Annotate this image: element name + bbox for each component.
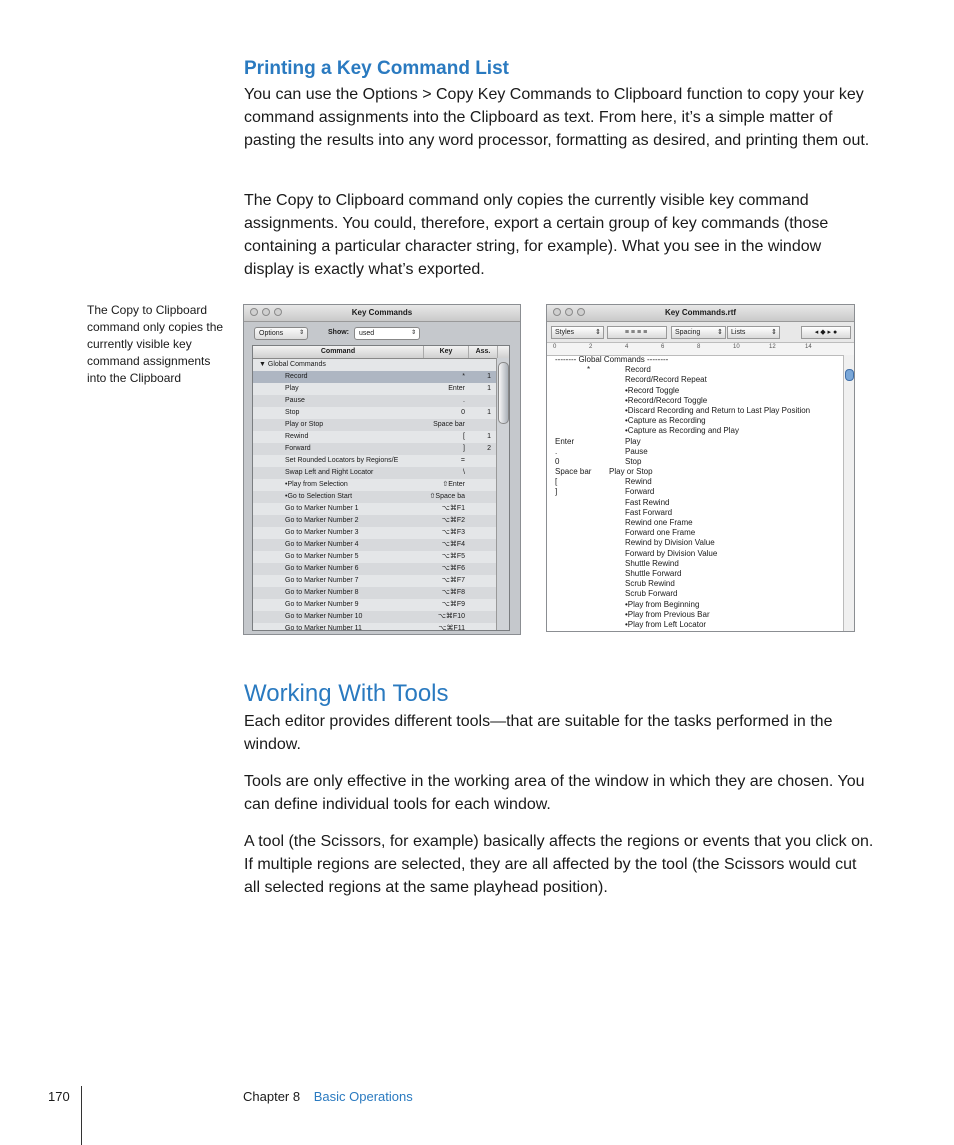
assignment-cell (467, 419, 495, 431)
key-text: 0 (555, 456, 560, 466)
assignment-cell (467, 503, 495, 515)
table-row[interactable] (253, 443, 509, 455)
table-row[interactable] (253, 359, 509, 371)
table-row[interactable] (253, 419, 509, 431)
key-cell: ⌥⌘F11 (438, 625, 465, 631)
key-text (555, 620, 625, 630)
text-line (555, 518, 834, 528)
key-text (555, 508, 625, 518)
alignment-buttons[interactable]: ≡≡≡≡ (607, 326, 667, 339)
command-cell: Rewind (285, 433, 309, 440)
ruler-mark: 6 (661, 344, 665, 350)
assignment-cell (467, 587, 495, 599)
section-heading-printing: Printing a Key Command List (244, 58, 509, 79)
assignment-cell: 1 (487, 373, 491, 380)
table-row[interactable] (253, 575, 509, 587)
column-header-assignments[interactable]: Ass. (469, 346, 498, 358)
command-text: •Discard Recording and Return to Last Play Position (625, 405, 811, 415)
chapter-number: Chapter 8 (243, 1089, 301, 1104)
key-cell: Enter (448, 385, 465, 392)
ruler-mark: 0 (553, 344, 557, 350)
assignment-cell: 1 (487, 409, 491, 416)
command-text: Forward one Frame (625, 528, 696, 538)
key-cell: \ (463, 469, 465, 476)
key-text (555, 426, 625, 436)
table-row[interactable] (253, 623, 509, 631)
assignment-cell (467, 395, 495, 407)
key-commands-window (243, 304, 521, 635)
command-cell: Go to Marker Number 5 (285, 553, 359, 560)
text-line (555, 406, 834, 416)
text-line (555, 610, 834, 620)
text-line (555, 437, 834, 447)
paragraph: You can use the Options > Copy Key Commands to Clipboard function to copy your key command assignments into the Clipboard as text. From here, it’s a simple matter of pasting the results into any word processor, formatting as desired, and printing them out. (244, 86, 870, 149)
chevron-updown-icon: ⇕ (595, 329, 601, 336)
text-line (555, 375, 834, 385)
table-row[interactable] (253, 599, 509, 611)
key-text: [ (555, 477, 558, 487)
paragraph: Tools are only effective in the working area of the window in which they are chosen. You can define individual tools for each window. (244, 773, 865, 813)
text-line (555, 600, 834, 610)
assignment-cell (467, 491, 495, 503)
options-label: Options (259, 330, 284, 337)
text-line (555, 620, 834, 630)
text-line (555, 457, 834, 467)
key-cell (423, 359, 467, 371)
paragraph: The Copy to Clipboard command only copies the currently visible key command assignments. You could, therefore, export a certain group of key commands (those containing a particular character string, for example). What you see in the window display is exactly what’s exported. (244, 192, 829, 278)
table-row[interactable] (253, 527, 509, 539)
assignment-cell: 2 (487, 445, 491, 452)
table-body (253, 359, 509, 631)
command-text: Rewind (625, 477, 652, 487)
page-number: 170 (48, 1089, 70, 1104)
table-row[interactable] (253, 587, 509, 599)
tab-stop-buttons[interactable]: ◂ ◆ ▸ ● (801, 326, 851, 339)
text-line (555, 528, 834, 538)
command-cell: •Play from Selection (285, 481, 348, 488)
vertical-scrollbar[interactable] (843, 355, 854, 631)
assignment-cell (467, 599, 495, 611)
key-text (555, 518, 625, 528)
scroll-thumb[interactable] (498, 362, 509, 424)
table-row[interactable] (253, 491, 509, 503)
text-line (555, 549, 834, 559)
assignment-cell (467, 515, 495, 527)
table-row[interactable] (253, 503, 509, 515)
assignment-cell (467, 527, 495, 539)
options-menu[interactable] (254, 327, 308, 340)
key-text: Space bar (555, 467, 592, 477)
text-line (555, 467, 834, 477)
text-line (555, 579, 834, 589)
key-cell: ⌥⌘F7 (441, 577, 465, 584)
assignment-cell (467, 575, 495, 587)
command-text: Shuttle Rewind (625, 558, 679, 568)
ruler-mark: 4 (625, 344, 629, 350)
text-line (555, 487, 834, 497)
command-text: Record (625, 365, 651, 375)
command-cell: ▼ Global Commands (259, 361, 326, 368)
command-text: Shuttle Forward (625, 568, 682, 578)
text-line (555, 569, 834, 579)
show-label: Show: (328, 329, 349, 336)
table-header (253, 346, 509, 359)
ruler-mark: 12 (769, 344, 776, 350)
key-text (555, 528, 625, 538)
command-cell: •Go to Selection Start (285, 493, 353, 500)
window-title: Key Commands (351, 308, 413, 317)
assignment-cell (467, 563, 495, 575)
column-header-key[interactable]: Key (424, 346, 469, 358)
command-cell: Play (285, 385, 299, 392)
text-line (555, 498, 834, 508)
styles-select[interactable] (551, 326, 604, 339)
table-row[interactable] (253, 515, 509, 527)
key-text (555, 610, 625, 620)
assignment-cell (467, 611, 495, 623)
text-line (555, 589, 834, 599)
paragraph: Each editor provides different tools—that are suitable for the tasks performed in the window. (244, 713, 833, 753)
command-text: Forward by Division Value (625, 548, 718, 558)
command-text: Record/Record Repeat (625, 375, 707, 385)
toolbar (244, 322, 520, 344)
key-cell: ⌥⌘F2 (441, 517, 465, 524)
key-cell: ⌥⌘F6 (441, 565, 465, 572)
spacing-select[interactable] (671, 326, 726, 339)
ruler-mark: 2 (589, 344, 593, 350)
rtf-document-window (546, 304, 855, 632)
command-text: •Record/Record Toggle (625, 395, 708, 405)
document-body[interactable] (555, 355, 834, 631)
table-row[interactable] (253, 383, 509, 395)
command-text: Rewind by Division Value (625, 538, 715, 548)
command-cell: Play or Stop (285, 421, 324, 428)
key-cell: ⌥⌘F8 (441, 589, 465, 596)
key-cell: = (460, 457, 465, 464)
key-text: . (555, 446, 558, 456)
chevron-updown-icon: ⇕ (771, 329, 777, 336)
key-cell: ⌥⌘F9 (441, 601, 465, 608)
key-text (555, 569, 625, 579)
command-text: Rewind one Frame (625, 518, 693, 527)
table-row[interactable] (253, 431, 509, 443)
key-text (555, 579, 625, 589)
scroll-thumb[interactable] (845, 369, 854, 381)
command-cell: Go to Marker Number 9 (285, 601, 359, 608)
key-cell: [ (463, 433, 465, 440)
command-cell: Go to Marker Number 1 (285, 505, 359, 512)
command-text: Stop (625, 456, 642, 466)
key-text (555, 589, 625, 599)
command-text: Play or Stop (609, 467, 653, 477)
table-row[interactable] (253, 479, 509, 491)
text-line (555, 355, 834, 365)
table-row[interactable] (253, 563, 509, 575)
command-cell: Swap Left and Right Locator (285, 469, 374, 476)
side-note: The Copy to Clipboard command only copies the currently visible key command assignments into the Clipboard (87, 303, 224, 385)
lists-label: Lists (731, 329, 746, 336)
key-cell: ] (463, 445, 465, 452)
paragraph: A tool (the Scissors, for example) basically affects the regions or events that you click on. If multiple regions are selected, they are all affected by the tool (the Scissors would cut all selected regions at the same playhead position). (244, 833, 874, 896)
assignment-cell (467, 359, 495, 371)
text-line (555, 416, 834, 426)
show-value: used (359, 330, 375, 337)
table-row[interactable] (253, 539, 509, 551)
chapter-footer (243, 1089, 413, 1104)
key-text: * (587, 365, 591, 375)
styles-label: Styles (555, 329, 575, 336)
key-text (555, 406, 625, 416)
command-cell: Stop (285, 409, 300, 416)
key-text: Enter (555, 436, 575, 446)
command-text: •Play from Beginning (625, 599, 700, 609)
key-text: ] (555, 487, 558, 497)
chevron-updown-icon: ⇕ (298, 330, 304, 336)
command-cell: Go to Marker Number 3 (285, 529, 359, 536)
assignment-cell (467, 539, 495, 551)
table-row[interactable] (253, 407, 509, 419)
text-line (555, 559, 834, 569)
command-cell: Pause (285, 397, 305, 404)
command-cell: Go to Marker Number 11 (285, 625, 362, 631)
key-text (555, 538, 625, 548)
text-line (555, 538, 834, 548)
key-cell: ⇧Enter (442, 481, 465, 488)
chevron-updown-icon: ⇕ (410, 330, 416, 336)
command-cell: Go to Marker Number 6 (285, 565, 359, 572)
titlebar (547, 305, 854, 322)
key-text (555, 416, 625, 426)
command-text: Play (625, 436, 641, 446)
command-text: Scrub Forward (625, 589, 678, 599)
table-row[interactable] (253, 395, 509, 407)
command-text: •Record Toggle (625, 385, 680, 395)
command-cell: Go to Marker Number 10 (285, 613, 363, 620)
key-text (555, 549, 625, 559)
assignment-cell (467, 467, 495, 479)
footer-divider (81, 1086, 82, 1145)
command-text: •Capture as Recording (625, 416, 706, 426)
text-line (555, 396, 834, 406)
command-text: •Capture as Recording and Play (625, 426, 739, 436)
key-cell: ⌥⌘F3 (441, 529, 465, 536)
key-text (555, 396, 625, 406)
key-commands-table (252, 345, 510, 631)
assignment-cell (467, 455, 495, 467)
spacing-label: Spacing (675, 329, 701, 336)
key-cell: ⌥⌘F5 (441, 553, 465, 560)
command-cell: Record (285, 373, 308, 380)
table-row[interactable] (253, 611, 509, 623)
key-text (555, 386, 625, 396)
ruler-mark: 14 (805, 344, 812, 350)
show-select[interactable] (354, 327, 420, 340)
text-line (555, 386, 834, 396)
command-text: •Play from Previous Bar (625, 609, 710, 619)
key-cell: ⌥⌘F1 (441, 505, 465, 512)
command-text: Forward (625, 487, 655, 497)
format-toolbar (547, 322, 854, 343)
command-cell: Go to Marker Number 4 (285, 541, 359, 548)
command-text: Pause (625, 446, 648, 456)
command-text: •Play from Left Locator (625, 619, 707, 629)
table-row[interactable] (253, 551, 509, 563)
key-cell: Space bar (433, 421, 465, 428)
assignment-cell (467, 479, 495, 491)
window-title: Key Commands.rtf (664, 308, 737, 317)
command-text: Fast Rewind (625, 497, 670, 507)
key-cell: ⇧Space ba (429, 493, 465, 500)
table-row[interactable] (253, 371, 509, 383)
key-text (555, 559, 625, 569)
key-text (555, 375, 625, 385)
table-row[interactable] (253, 467, 509, 479)
assignment-cell (467, 623, 495, 631)
command-cell: Set Rounded Locators by Regions/E (285, 457, 399, 464)
key-text (555, 498, 625, 508)
key-cell: ⌥⌘F10 (437, 613, 465, 620)
command-text: Scrub Rewind (625, 579, 675, 589)
vertical-scrollbar[interactable] (496, 358, 509, 630)
table-row[interactable] (253, 455, 509, 467)
assignment-cell (467, 551, 495, 563)
text-line (555, 508, 834, 518)
assignment-cell: 1 (487, 385, 491, 392)
key-cell: ⌥⌘F4 (441, 541, 465, 548)
lists-select[interactable] (727, 326, 780, 339)
section-heading-tools: Working With Tools (244, 680, 449, 707)
key-cell: . (463, 397, 465, 404)
command-cell: Go to Marker Number 8 (285, 589, 359, 596)
assignment-cell: 1 (487, 433, 491, 440)
text-line (555, 365, 834, 375)
command-cell: Go to Marker Number 7 (285, 577, 359, 584)
key-cell: * (462, 373, 465, 380)
command-text: Fast Forward (625, 507, 673, 517)
ruler-mark: 8 (697, 344, 701, 350)
chevron-updown-icon: ⇕ (717, 329, 723, 336)
column-header-command[interactable]: Command (253, 346, 424, 358)
titlebar (244, 305, 520, 322)
ruler-mark: 10 (733, 344, 740, 350)
key-text (555, 600, 625, 610)
chapter-title: Basic Operations (313, 1089, 413, 1104)
command-cell: Forward (285, 445, 311, 452)
text-line (555, 447, 834, 457)
key-text: -------- Global Commands -------- (555, 355, 669, 364)
text-line (555, 477, 834, 487)
key-cell: 0 (461, 409, 465, 416)
text-line (555, 426, 834, 436)
command-cell: Go to Marker Number 2 (285, 517, 359, 524)
